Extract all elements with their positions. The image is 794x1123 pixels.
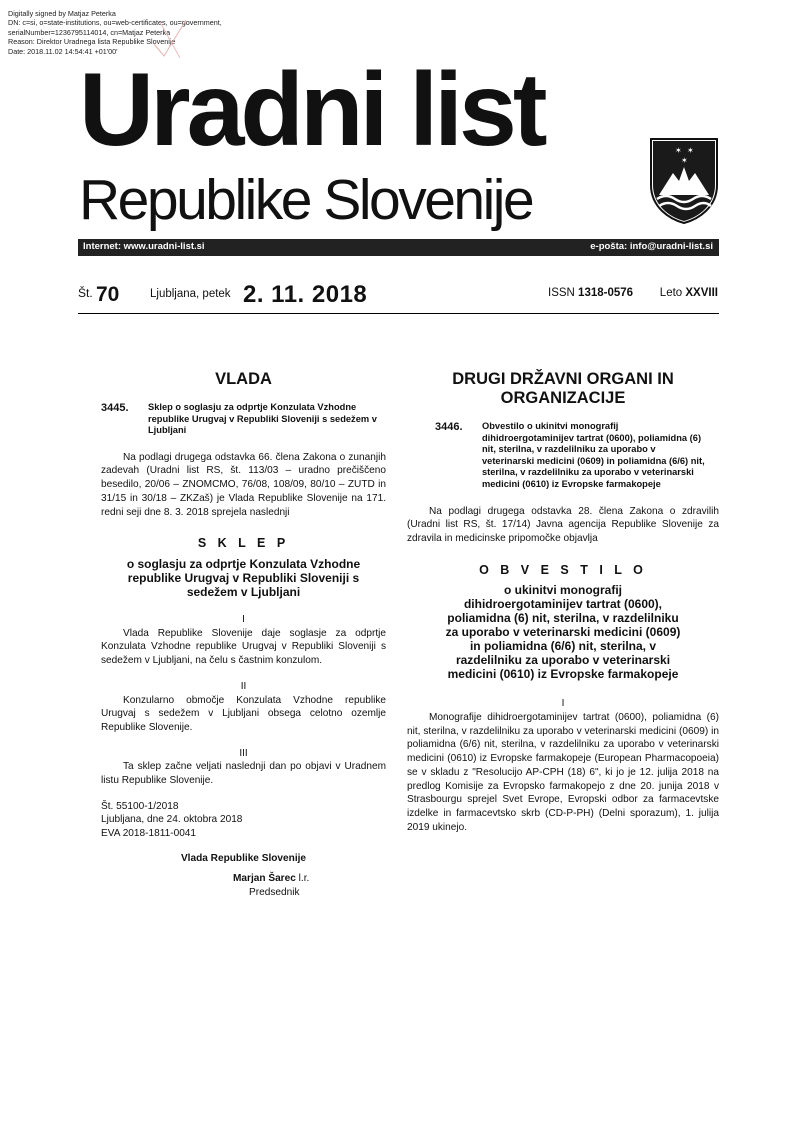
issuing-body: Vlada Republike Slovenije: [180, 853, 307, 865]
section-heading: VLADA: [215, 370, 272, 388]
entry-header: [407, 421, 719, 491]
section-text: Ta sklep začne veljati naslednji dan po objavi v Uradnem listu Republike Slovenije.: [101, 761, 386, 787]
right-column: [407, 370, 719, 834]
svg-text:✶: ✶: [681, 156, 688, 165]
signer-role: Predsednik: [249, 886, 300, 898]
section-heading: DRUGI DRŽAVNI ORGANI IN ORGANIZACIJE: [452, 370, 674, 407]
act-metadata: [101, 800, 386, 841]
signature-line: serialNumber=1236795114014, cn=Matjaz Peterka: [8, 27, 171, 37]
act-heading: O B V E S T I L O: [479, 562, 647, 577]
svg-text:✶: ✶: [675, 146, 682, 155]
volume-year: Leto XXVIII: [659, 287, 718, 299]
header-rule: [78, 313, 719, 314]
act-subheading: o soglasju za odprtje Konzulata Vzhodne republike Urugvaj v Republiki Sloveniji s sedežem v Ljubljani: [126, 557, 361, 599]
reference-number: Št. 55100-1/2018: [101, 800, 179, 812]
section-number: I: [561, 698, 565, 710]
website-link[interactable]: Internet: www.uradni-list.si: [83, 241, 205, 252]
entry-number: 3445.: [101, 402, 129, 414]
masthead-bar: [78, 239, 719, 256]
issue-number-label: Št.: [78, 286, 93, 300]
section-text: Monografije dihidroergotaminijev tartrat (0600), poliamidna (6) nit, sterilna, v razdelilniku za uporabo v veterinarski medicini (0609) in poliamidna (6/6) nit, sterilna, v razdelilniku za uporabo v veterinarski medicini (0610) iz Evropske farmakopeje (European Pharmacopoeia) se v skladu z "Resolucijo AP-CPH (18) 6", ki jo je 12. julija 2018 na predlog Komisije za Evropsko farmakopejo z dne 20. junija 2018 v Strasbourgu sprejel Svet Evrope, Evropski odbor za farmacevtske izdelke in farmacevtsko skrb (CD-P-PH) (Delni sporazum), 1. julija 2019 ukinejo.: [407, 712, 719, 833]
coat-of-arms-icon: [649, 137, 719, 225]
intro-paragraph: Na podlagi drugega odstavka 66. člena Zakona o zunanjih zadevah (Uradni list RS, št. 113/03 – uradno prečiščeno besedilo, 20/06 – ZNOMCMO, 76/08, 108/09, 80/10 – ZUTD in 31/15 in 30/18 – ZKZaš) je Vlada Republike Slovenije na 171. redni seji dne 8. 3. 2018 sprejela naslednji: [101, 451, 386, 518]
entry-number: 3446.: [435, 421, 463, 433]
issue-place: Ljubljana, petek: [150, 288, 231, 300]
section-number: II: [240, 680, 247, 692]
entry-title: Sklep o soglasju za odprtje Konzulata Vzhodne republike Urugvaj v Republiki Sloveniji s sedežem v Ljubljani: [148, 402, 377, 436]
issue-line: [78, 281, 719, 311]
act-heading: S K L E P: [197, 536, 290, 551]
signature-line: Digitally signed by Matjaz Peterka: [8, 9, 116, 18]
eva-number: EVA 2018-1811-0041: [101, 827, 197, 839]
signature-line: DN: c=si, o=state-institutions, ou=web-certificates, ou=government,: [8, 18, 222, 28]
masthead-title: Uradni list: [79, 52, 544, 168]
left-column: [101, 370, 386, 899]
masthead-subtitle: Republike Slovenije: [79, 168, 533, 232]
section-number: I: [242, 614, 245, 625]
act-subheading: o ukinitvi monografij dihidroergotaminijev tartrat (0600), poliamidna (6) nit, sterilna, v razdelilniku za uporabo v veterinarski medicini (0609) in poliamidna (6/6) nit, sterilna, v razdelilniku za uporabo v veterinarski medicini (0610) iz Evropske farmakopeje: [445, 583, 681, 682]
signature-line: Reason: Direktor Uradnega lista Republike Slovenije: [8, 37, 176, 47]
date-line: Ljubljana, dne 24. oktobra 2018: [101, 814, 243, 826]
email-link[interactable]: e-pošta: info@uradni-list.si: [590, 241, 713, 252]
signer: Marjan Šarec l.r.: [233, 872, 310, 884]
entry-header: [101, 402, 386, 437]
svg-text:✶: ✶: [687, 146, 694, 155]
signature-line: Date: 2018.11.02 14:54:41 +01'00': [8, 46, 118, 56]
section-number: III: [239, 747, 248, 759]
entry-title: Obvestilo o ukinitvi monografij dihidroergotaminijev tartrat (0600), poliamidna (6) nit, sterilna, v razdelilniku za uporabo v veterinarski medicini (0609) in poliamidna (6/6) nit, sterilna, v razdelilniku za uporabo v veterinarski medicini (0610) iz Evropske farmakopeje: [482, 421, 705, 489]
section-text: Vlada Republike Slovenije daje soglasje za odprtje Konzulata Vzhodne republike Urugvaj v Republiki Sloveniji s sedežem v Ljubljani, na čelu s častnim konzulom.: [101, 627, 386, 667]
issue-date: 2. 11. 2018: [243, 281, 368, 308]
section-text: Konzularno območje Konzulata Vzhodne republike Urugvaj s sedežem v Ljubljani obsega celotno ozemlje Republike Slovenije.: [101, 694, 386, 733]
issue-number: 70: [96, 283, 120, 306]
issn: ISSN 1318-0576: [548, 287, 634, 299]
digital-signature: [8, 9, 268, 56]
intro-paragraph: Na podlagi drugega odstavka 28. člena Zakona o zdravilih (Uradni list RS, št. 17/14) Javna agencija Republike Slovenije za zdravila in medicinske pripomočke objavlja: [407, 505, 719, 544]
